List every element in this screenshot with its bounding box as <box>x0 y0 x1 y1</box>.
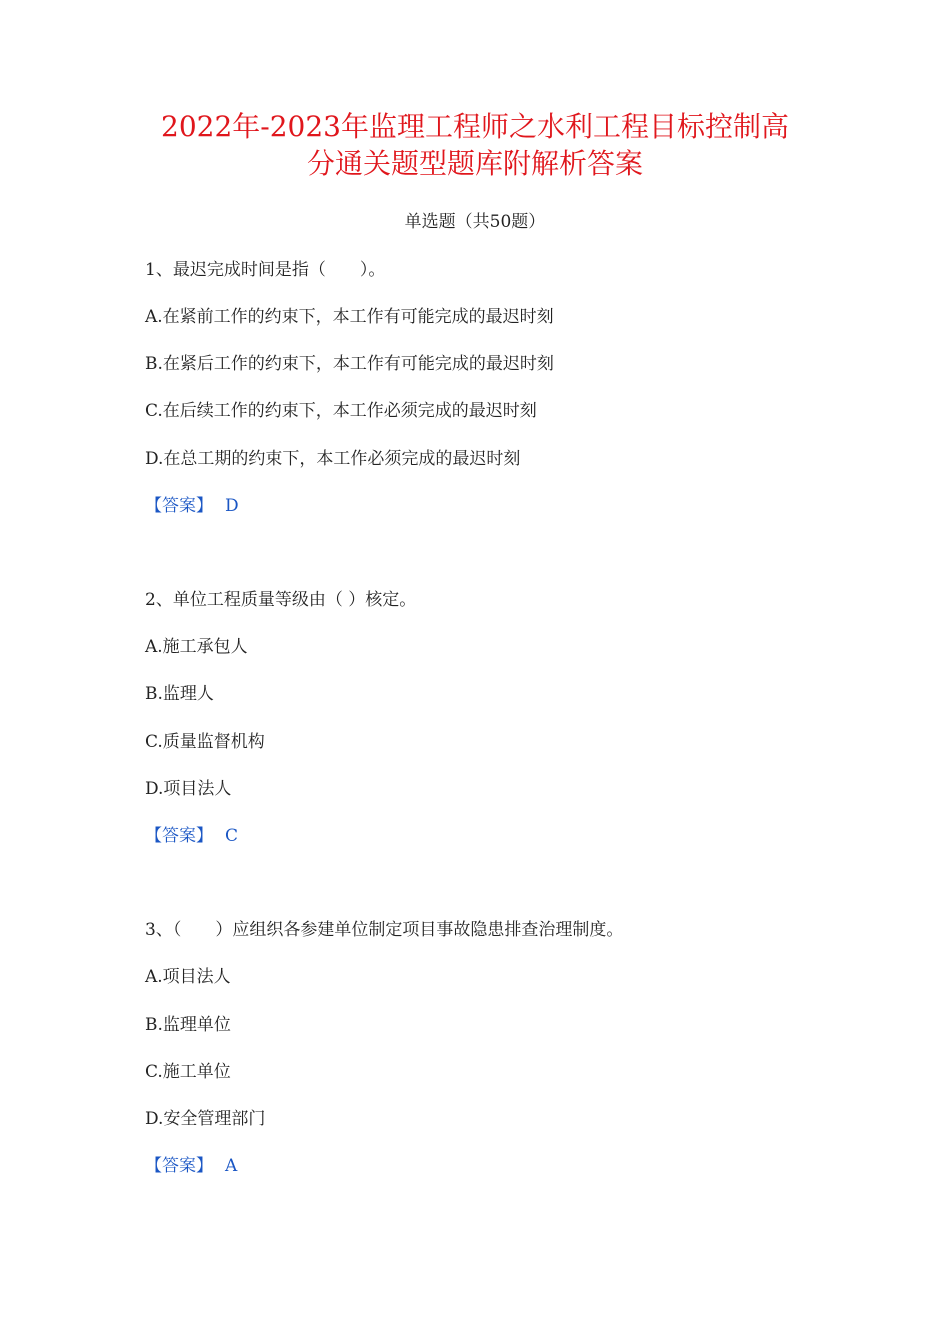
answer-label: 【答案】 <box>145 1156 213 1176</box>
option-c: C.在后续工作的约束下，本工作必须完成的最迟时刻 <box>145 401 537 421</box>
question-stem: 1、最迟完成时间是指（ ）。 <box>145 260 386 280</box>
answer-line <box>145 494 239 518</box>
answer-value: D <box>225 496 239 516</box>
option-b: B.在紧后工作的约束下，本工作有可能完成的最迟时刻 <box>145 354 554 374</box>
answer-line <box>145 1154 237 1178</box>
option-c: C.质量监督机构 <box>145 732 265 752</box>
option-b: B.监理单位 <box>145 1015 231 1035</box>
option-d: D.项目法人 <box>145 779 232 799</box>
question-stem: 3、（ ）应组织各参建单位制定项目事故隐患排查治理制度。 <box>145 920 624 940</box>
option-d: D.在总工期的约束下，本工作必须完成的最迟时刻 <box>145 449 521 469</box>
answer-value: C <box>225 826 239 846</box>
option-d: D.安全管理部门 <box>145 1109 266 1129</box>
option-a: A.在紧前工作的约束下，本工作有可能完成的最迟时刻 <box>145 307 554 327</box>
answer-label: 【答案】 <box>145 496 213 516</box>
option-b: B.监理人 <box>145 684 214 704</box>
document-title-line-1: 2022年-2023年监理工程师之水利工程目标控制高 <box>161 110 789 143</box>
answer-line <box>145 824 238 848</box>
option-c: C.施工单位 <box>145 1062 231 1082</box>
answer-label: 【答案】 <box>145 826 213 846</box>
document-title-line-2: 分通关题型题库附解析答案 <box>306 147 643 180</box>
section-heading: 单选题（共50题） <box>404 212 546 232</box>
question-stem: 2、单位工程质量等级由（ ）核定。 <box>145 590 417 610</box>
option-a: A.施工承包人 <box>145 637 248 657</box>
answer-value: A <box>225 1156 238 1176</box>
option-a: A.项目法人 <box>145 967 231 987</box>
